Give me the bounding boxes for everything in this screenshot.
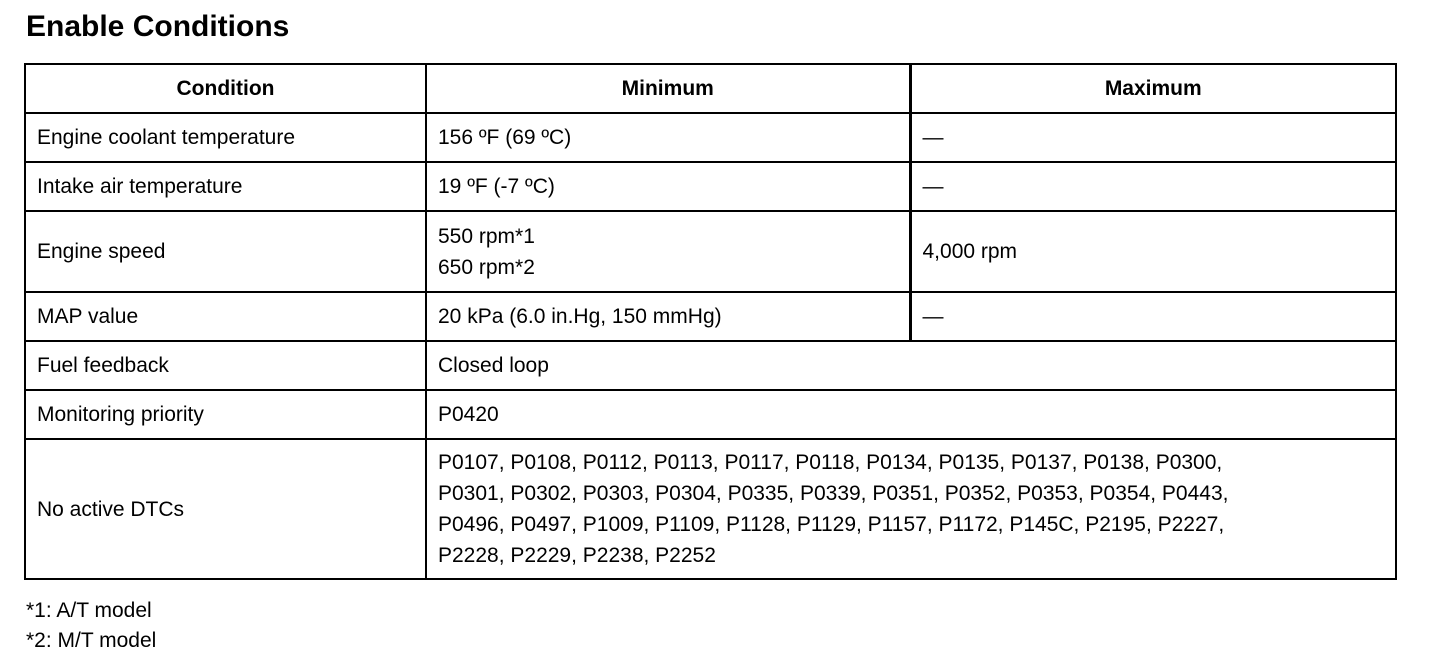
- page-title: Enable Conditions: [26, 10, 290, 43]
- maximum-cell: —: [910, 292, 1396, 341]
- condition-cell: No active DTCs: [25, 439, 426, 579]
- condition-cell: Fuel feedback: [25, 341, 426, 390]
- header-minimum: Minimum: [426, 64, 910, 113]
- maximum-cell: 4,000 rpm: [910, 211, 1396, 292]
- footnote-mt-model: *2: M/T model: [26, 629, 157, 652]
- minimum-cell: [426, 211, 910, 292]
- condition-cell: Engine speed: [25, 211, 426, 292]
- minimum-line: 650 rpm*2: [438, 255, 535, 279]
- value-cell: P0420: [426, 390, 1396, 439]
- footnotes: [26, 596, 156, 656]
- footnote-at-model: *1: A/T model: [26, 599, 152, 622]
- condition-cell: Engine coolant temperature: [25, 113, 426, 162]
- dtc-line: P0107, P0108, P0112, P0113, P0117, P0118, P0134, P0135, P0137, P0138, P0300,: [438, 451, 1223, 474]
- condition-cell: Monitoring priority: [25, 390, 426, 439]
- enable-conditions-table: [24, 63, 1397, 580]
- table-row: [25, 292, 1396, 341]
- minimum-line: 550 rpm*1: [438, 224, 535, 248]
- maximum-cell: —: [910, 162, 1396, 211]
- maximum-cell: —: [910, 113, 1396, 162]
- minimum-cell: 20 kPa (6.0 in.Hg, 150 mmHg): [426, 292, 910, 341]
- table-row: [25, 390, 1396, 439]
- value-cell: Closed loop: [426, 341, 1396, 390]
- minimum-cell: 156 ºF (69 ºC): [426, 113, 910, 162]
- table-row: [25, 439, 1396, 579]
- header-maximum: Maximum: [910, 64, 1396, 113]
- dtc-line: P0301, P0302, P0303, P0304, P0335, P0339, P0351, P0352, P0353, P0354, P0443,: [438, 482, 1229, 505]
- table-row: [25, 211, 1396, 292]
- condition-cell: MAP value: [25, 292, 426, 341]
- table-row: [25, 162, 1396, 211]
- dtc-line: P0496, P0497, P1009, P1109, P1128, P1129, P1157, P1172, P145C, P2195, P2227,: [438, 513, 1225, 536]
- minimum-cell: 19 ºF (-7 ºC): [426, 162, 910, 211]
- header-condition: Condition: [25, 64, 426, 113]
- table-header-row: [25, 64, 1396, 113]
- condition-cell: Intake air temperature: [25, 162, 426, 211]
- table-row: [25, 341, 1396, 390]
- table-row: [25, 113, 1396, 162]
- dtc-list-cell: [426, 439, 1396, 579]
- dtc-line: P2228, P2229, P2238, P2252: [438, 544, 716, 567]
